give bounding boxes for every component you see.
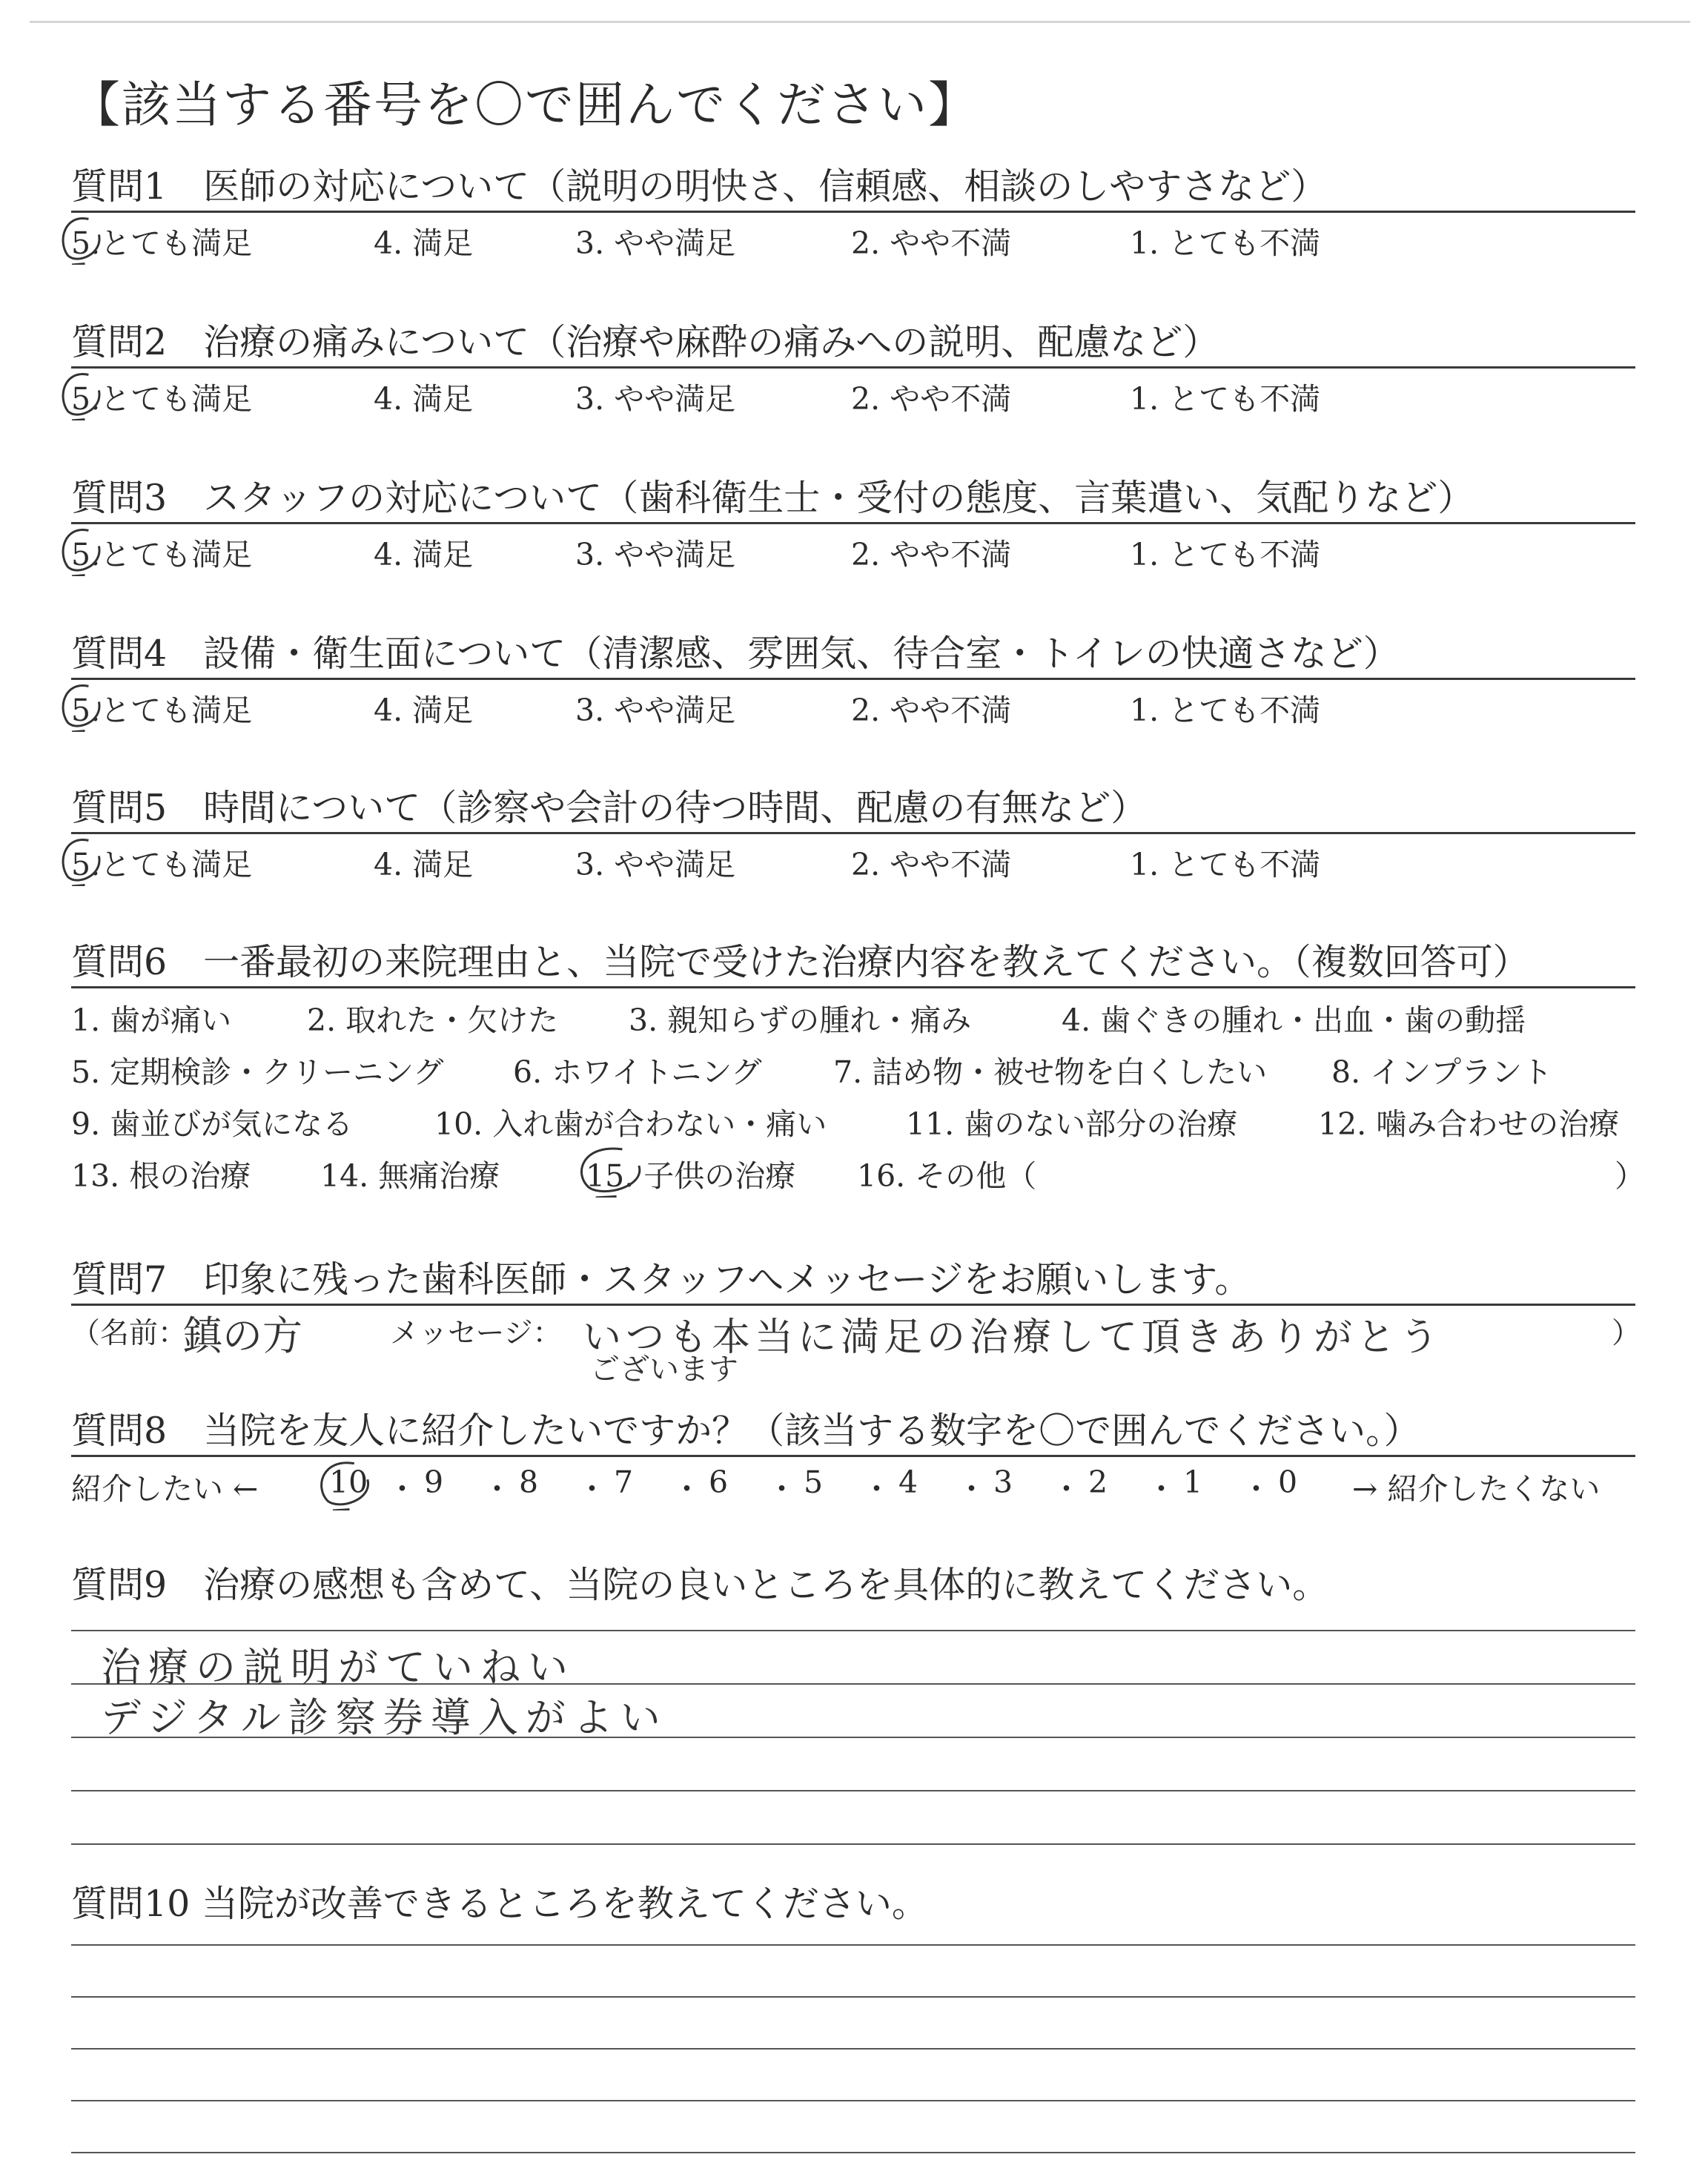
satisfaction-options <box>71 374 1635 419</box>
name-value[interactable]: 鎮の方 <box>182 1312 302 1359</box>
question-3 <box>71 476 1635 575</box>
question-rule <box>71 522 1635 524</box>
selection-circle <box>56 524 108 576</box>
option-label: 1. とても不満 <box>1130 847 1321 882</box>
q6-option[interactable] <box>906 1100 1237 1143</box>
satisfaction-options <box>71 219 1635 263</box>
satisfaction-option[interactable] <box>851 374 1011 418</box>
answer-line <box>71 2152 1635 2153</box>
question-6 <box>71 940 1645 1203</box>
satisfaction-option[interactable] <box>575 374 735 418</box>
q6-options <box>71 996 1645 1203</box>
q9-answer-2[interactable]: デジタル診察券導入がよい <box>101 1694 668 1741</box>
option-label: 15. 子供の治療 <box>586 1158 796 1194</box>
option-label: 8. インプラント <box>1331 1054 1553 1090</box>
name-label: （名前： <box>71 1317 188 1350</box>
option-label: 16. その他（ <box>857 1158 1037 1194</box>
scale-number: 8 <box>519 1464 539 1500</box>
option-label: 4. 歯ぐきの腫れ・出血・歯の動揺 <box>1062 1003 1526 1038</box>
option-label: 1. とても不満 <box>1130 693 1321 728</box>
question-rule <box>71 1455 1635 1457</box>
satisfaction-options <box>71 840 1635 885</box>
scale-number: 5 <box>804 1464 824 1500</box>
q6-option[interactable] <box>71 1152 251 1195</box>
satisfaction-option[interactable] <box>71 530 252 574</box>
question-rule <box>71 678 1635 680</box>
question-title: 質問9 治療の感想も含めて、当院の良いところを具体的に教えてください。 <box>71 1564 1329 1606</box>
satisfaction-option[interactable] <box>1130 530 1320 574</box>
satisfaction-option[interactable] <box>851 219 1011 262</box>
answer-line <box>71 1843 1635 1845</box>
question-title: 質問5 時間について（診察や会計の待つ時間、配慮の有無など） <box>71 787 1148 829</box>
option-label: 1. とても不満 <box>1130 225 1321 261</box>
message-value[interactable]: いつも本当に満足の治療して頂きありがとう <box>583 1315 1443 1360</box>
option-label: 3. 親知らずの腫れ・痛み <box>629 1003 972 1038</box>
option-label: 5.とても満足 <box>71 225 253 261</box>
scale-separator: ・ <box>672 1471 702 1507</box>
selection-circle <box>56 369 108 420</box>
question-title: 質問10 当院が改善できるところを教えてください。 <box>71 1883 928 1925</box>
option-label: 1. とても不満 <box>1130 537 1321 572</box>
scale-separator: ・ <box>1051 1471 1082 1507</box>
option-label: 3. やや満足 <box>575 847 736 882</box>
q6-option[interactable] <box>1062 996 1526 1040</box>
question-rule <box>71 832 1635 834</box>
selection-circle <box>313 1457 380 1510</box>
option-label: 13. 根の治療 <box>71 1158 251 1194</box>
top-border <box>30 21 1690 23</box>
q6-option[interactable] <box>434 1100 827 1143</box>
scale-separator: ・ <box>387 1471 417 1507</box>
recommend-scale <box>71 1464 1635 1516</box>
satisfaction-option[interactable] <box>851 530 1011 574</box>
question-2 <box>71 320 1635 419</box>
q6-option[interactable] <box>71 1100 353 1143</box>
satisfaction-option[interactable] <box>575 686 735 730</box>
q6-option[interactable] <box>833 1048 1267 1091</box>
message-continuation[interactable]: ございます <box>590 1353 738 1387</box>
satisfaction-option[interactable] <box>374 530 473 574</box>
option-label: 2. 取れた・欠けた <box>307 1003 559 1038</box>
q6-option[interactable] <box>513 1048 761 1091</box>
option-label: 5.とても満足 <box>71 847 253 882</box>
satisfaction-option[interactable] <box>1130 686 1320 730</box>
satisfaction-option[interactable] <box>374 840 473 884</box>
answer-line <box>71 2100 1635 2101</box>
option-label: 1. 歯が痛い <box>71 1003 232 1038</box>
option-label: 14. 無痛治療 <box>320 1158 500 1194</box>
q6-option[interactable] <box>1318 1100 1619 1143</box>
satisfaction-options <box>71 530 1635 575</box>
close-paren: ） <box>1612 1317 1641 1350</box>
scale-number: 2 <box>1088 1464 1108 1500</box>
satisfaction-options <box>71 686 1635 730</box>
question-rule <box>71 211 1635 213</box>
scale-right-label: → 紹介したくない <box>1352 1471 1601 1507</box>
satisfaction-option[interactable] <box>575 530 735 574</box>
scale-separator: ・ <box>767 1471 797 1507</box>
option-label: 5.とても満足 <box>71 381 253 417</box>
scale-number: 7 <box>614 1464 634 1500</box>
option-label: 2. やや不満 <box>851 847 1012 882</box>
answer-line <box>71 1996 1635 1998</box>
option-label: 4. 満足 <box>374 847 474 882</box>
q6-option[interactable] <box>586 1152 795 1195</box>
question-title: 質問3 スタッフの対応について（歯科衛生士・受付の態度、言葉遣い、気配りなど） <box>71 477 1474 519</box>
scale-separator: ・ <box>861 1471 892 1507</box>
q6-option[interactable] <box>857 1152 1036 1195</box>
q6-option[interactable] <box>1331 1048 1552 1091</box>
question-title: 質問6 一番最初の来院理由と、当院で受けた治療内容を教えてください。（複数回答可） <box>71 941 1529 983</box>
question-title: 質問4 設備・衛生面について（清潔感、雰囲気、待合室・トイレの快適さなど） <box>71 633 1400 675</box>
question-8 <box>71 1409 1635 1516</box>
option-label: 6. ホワイトニング <box>513 1054 762 1090</box>
q6-option[interactable] <box>71 1048 443 1091</box>
selection-circle <box>571 1143 654 1198</box>
scale-separator: ・ <box>1146 1471 1176 1507</box>
page-heading: 【該当する番号を〇で囲んでください】 <box>71 76 979 133</box>
question-7 <box>71 1258 1641 1392</box>
option-label: 9. 歯並びが気になる <box>71 1106 354 1142</box>
q6-row <box>71 1152 1645 1203</box>
option-label: 11. 歯のない部分の治療 <box>906 1106 1238 1142</box>
satisfaction-option[interactable] <box>575 840 735 884</box>
option-label: 1. とても不満 <box>1130 381 1321 417</box>
satisfaction-option[interactable] <box>71 219 252 262</box>
question-rule <box>71 986 1635 988</box>
satisfaction-option[interactable] <box>374 374 473 418</box>
q6-row <box>71 996 1635 1048</box>
question-rule <box>71 366 1635 369</box>
selection-circle <box>56 213 108 265</box>
scale-number: 9 <box>424 1464 444 1500</box>
option-label: 3. やや満足 <box>575 225 736 261</box>
satisfaction-option[interactable] <box>575 219 735 262</box>
satisfaction-option[interactable] <box>374 686 473 730</box>
q6-option[interactable] <box>629 996 971 1040</box>
scale-separator: ・ <box>1241 1471 1271 1507</box>
question-title: 質問1 医師の対応について（説明の明快さ、信頼感、相談のしやすさなど） <box>71 165 1328 208</box>
option-label: 4. 満足 <box>374 381 474 417</box>
option-label: 5.とても満足 <box>71 537 253 572</box>
option-label: 2. やや不満 <box>851 693 1012 728</box>
scale-number: 6 <box>709 1464 729 1500</box>
option-label: 2. やや不満 <box>851 225 1012 261</box>
scale-number: 3 <box>993 1464 1013 1500</box>
question-title: 質問2 治療の痛みについて（治療や麻酔の痛みへの説明、配慮など） <box>71 321 1219 363</box>
answer-line <box>71 1790 1635 1791</box>
question-1 <box>71 165 1635 263</box>
satisfaction-option[interactable] <box>71 686 252 730</box>
option-label: 3. やや満足 <box>575 381 736 417</box>
option-label: 7. 詰め物・被せ物を白くしたい <box>833 1054 1268 1090</box>
option-label: 4. 満足 <box>374 225 474 261</box>
option-label: 2. やや不満 <box>851 381 1012 417</box>
satisfaction-option[interactable] <box>1130 219 1320 262</box>
question-5 <box>71 786 1635 885</box>
option-label: 4. 満足 <box>374 537 474 572</box>
satisfaction-option[interactable] <box>851 686 1011 730</box>
answer-line <box>71 1944 1635 1946</box>
scale-separator: ・ <box>577 1471 607 1507</box>
option-label: 5.とても満足 <box>71 693 253 728</box>
message-label: メッセージ： <box>390 1317 562 1350</box>
q9-answer-1[interactable]: 治療の説明がていねい <box>101 1644 575 1691</box>
selection-circle <box>56 680 108 732</box>
satisfaction-option[interactable] <box>1130 374 1320 418</box>
option-label: 2. やや不満 <box>851 537 1012 572</box>
satisfaction-option[interactable] <box>71 374 252 418</box>
option-label: 3. やや満足 <box>575 537 736 572</box>
q6-row <box>71 1100 1635 1152</box>
scale-number: 1 <box>1183 1464 1203 1500</box>
option-label: 4. 満足 <box>374 693 474 728</box>
question-title: 質問7 印象に残った歯科医師・スタッフへメッセージをお願いします。 <box>71 1258 1251 1301</box>
scale-left-label: 紹介したい ← <box>71 1471 259 1507</box>
answer-line <box>71 1630 1635 1631</box>
scale-separator: ・ <box>482 1471 512 1507</box>
close-paren: ） <box>1615 1158 1645 1194</box>
q6-option[interactable] <box>307 996 558 1040</box>
question-9 <box>71 1563 1635 1608</box>
question-4 <box>71 632 1635 730</box>
q6-row <box>71 1048 1635 1100</box>
scale-number: 0 <box>1278 1464 1298 1500</box>
satisfaction-option[interactable] <box>851 840 1011 884</box>
option-label: 5. 定期検診・クリーニング <box>71 1054 444 1090</box>
option-label: 10. 入れ歯が合わない・痛い <box>434 1106 827 1142</box>
q6-option[interactable] <box>71 996 231 1040</box>
satisfaction-option[interactable] <box>71 840 252 884</box>
option-label: 12. 噛み合わせの治療 <box>1318 1106 1620 1142</box>
satisfaction-option[interactable] <box>1130 840 1320 884</box>
scale-number: 4 <box>898 1464 918 1500</box>
answer-line <box>71 2048 1635 2050</box>
question-10 <box>71 1882 1635 1926</box>
scale-separator: ・ <box>956 1471 987 1507</box>
question-title: 質問8 当院を友人に紹介したいですか？（該当する数字を〇で囲んでください。） <box>71 1410 1420 1452</box>
option-label: 3. やや満足 <box>575 693 736 728</box>
selection-circle <box>56 834 108 886</box>
q6-option[interactable] <box>320 1152 500 1195</box>
scale-number: 10 <box>329 1464 368 1500</box>
satisfaction-option[interactable] <box>374 219 473 262</box>
